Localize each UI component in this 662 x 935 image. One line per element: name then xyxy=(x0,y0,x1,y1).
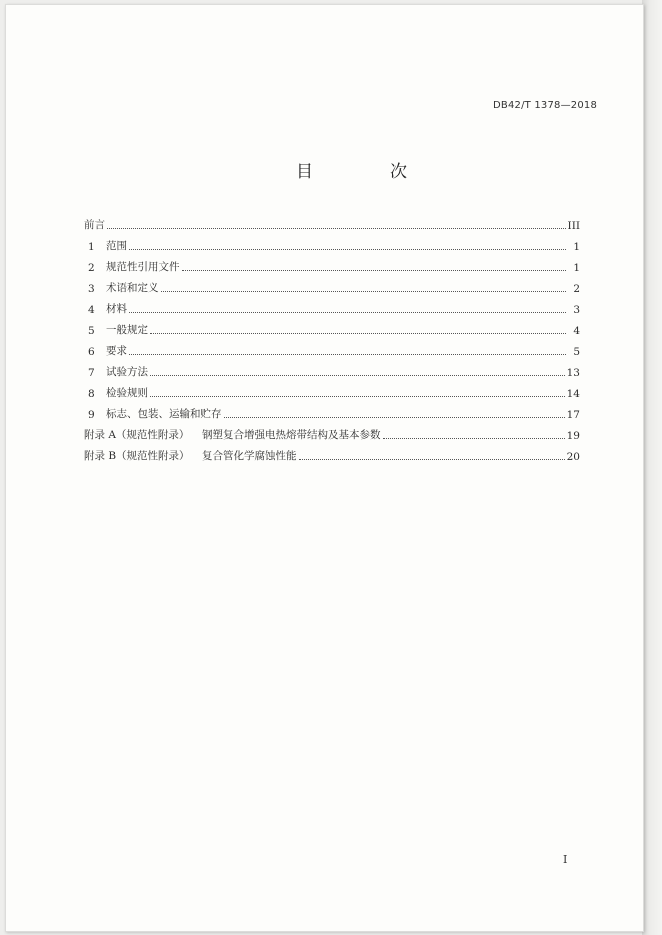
toc-entry-label: 标志、包装、运输和贮存 xyxy=(106,408,222,420)
toc-entry-page: 13 xyxy=(566,367,580,379)
toc-leader-dots xyxy=(182,269,567,271)
toc-leader-dots xyxy=(129,311,566,313)
toc-entry-number: 3 xyxy=(88,283,95,295)
toc-entry-page: 19 xyxy=(566,430,580,442)
toc-entry-label: 一般规定 xyxy=(106,324,148,336)
toc-annex-title: 钢塑复合增强电热熔带结构及基本参数 xyxy=(202,429,381,441)
toc-entry-number: 1 xyxy=(88,241,95,253)
toc-leader-dots xyxy=(383,437,565,439)
toc-entry-label: 要求 xyxy=(106,345,127,357)
toc-leader-dots xyxy=(107,227,566,229)
toc-annex-b[interactable] xyxy=(84,442,580,463)
toc-entry-label: 检验规则 xyxy=(106,387,148,399)
toc-annex-prefix: 附录 A（规范性附录） xyxy=(84,429,190,441)
page-number: I xyxy=(563,853,568,866)
toc-entry-number: 9 xyxy=(88,409,95,421)
toc-entry-page: 4 xyxy=(573,325,580,337)
toc-entry-page: 1 xyxy=(573,262,580,274)
toc-leader-dots xyxy=(150,374,565,376)
toc-entry-label: 术语和定义 xyxy=(106,282,159,294)
toc-entry-page: 3 xyxy=(573,304,580,316)
toc-entry-page: 1 xyxy=(573,241,580,253)
toc-leader-dots xyxy=(299,458,565,460)
toc-annex-prefix: 附录 B（规范性附录） xyxy=(84,450,190,462)
toc-entry-number: 7 xyxy=(88,367,95,379)
toc-entry-page: 17 xyxy=(566,409,580,421)
toc-entry-foreword[interactable] xyxy=(84,211,580,232)
toc-annex-a[interactable] xyxy=(84,421,580,442)
toc-entry-page: 5 xyxy=(573,346,580,358)
toc-entry-4[interactable] xyxy=(84,295,580,316)
toc-entry-label: 前言 xyxy=(84,219,105,231)
toc-entry-label: 试验方法 xyxy=(106,366,148,378)
toc-entry-3[interactable] xyxy=(84,274,580,295)
toc-leader-dots xyxy=(129,353,566,355)
toc-entry-7[interactable] xyxy=(84,358,580,379)
toc-entry-1[interactable] xyxy=(84,232,580,253)
toc-leader-dots xyxy=(224,416,565,418)
toc-entry-8[interactable] xyxy=(84,379,580,400)
toc-entry-6[interactable] xyxy=(84,337,580,358)
toc-entry-label: 规范性引用文件 xyxy=(106,261,180,273)
toc-leader-dots xyxy=(129,248,566,250)
toc-entry-number: 2 xyxy=(88,262,95,274)
table-of-contents xyxy=(84,211,580,463)
toc-entry-page: 20 xyxy=(566,451,580,463)
toc-entry-page: 14 xyxy=(566,388,580,400)
toc-entry-2[interactable] xyxy=(84,253,580,274)
toc-entry-9[interactable] xyxy=(84,400,580,421)
toc-entry-number: 4 xyxy=(88,304,95,316)
scan-edge xyxy=(642,0,662,935)
toc-entry-number: 5 xyxy=(88,325,95,337)
toc-entry-label: 范围 xyxy=(106,240,127,252)
toc-entry-5[interactable] xyxy=(84,316,580,337)
toc-entry-number: 8 xyxy=(88,388,95,400)
toc-entry-page: 2 xyxy=(573,283,580,295)
toc-entry-page: III xyxy=(567,220,580,232)
toc-annex-title: 复合管化学腐蚀性能 xyxy=(202,450,297,462)
toc-title: 目 次 xyxy=(296,162,437,182)
toc-entry-number: 6 xyxy=(88,346,95,358)
toc-entry-label: 材料 xyxy=(106,303,127,315)
document-page xyxy=(5,4,644,932)
toc-leader-dots xyxy=(150,395,565,397)
toc-leader-dots xyxy=(150,332,566,334)
toc-leader-dots xyxy=(161,290,567,292)
document-id: DB42/T 1378—2018 xyxy=(493,100,598,111)
